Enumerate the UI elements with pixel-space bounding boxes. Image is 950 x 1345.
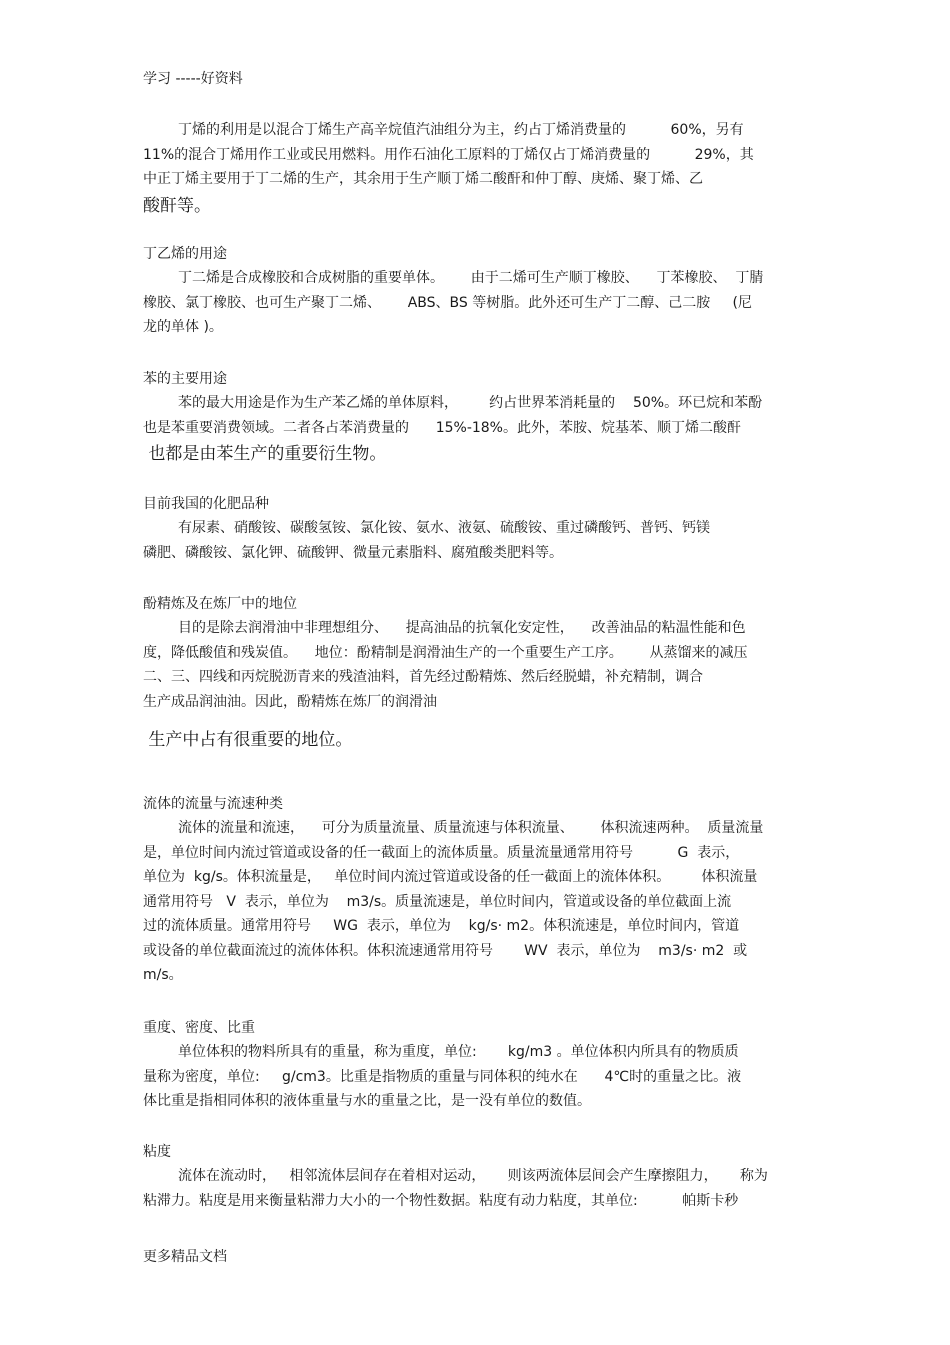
paragraph-line: 丁二烯是合成橡胶和合成树脂的重要单体。 由于二烯可生产顺丁橡胶、 丁苯橡胶、 丁腈 <box>178 270 764 286</box>
section-title: 苯的主要用途 <box>143 371 227 387</box>
page-header: 学习 -----好资料 <box>143 71 243 87</box>
paragraph-line: 通常用符号 V 表示，单位为 m3/s。质量流速是，单位时间内，管道或设备的单位截面上流 <box>143 893 732 910</box>
paragraph-line: 苯的最大用途是作为生产苯乙烯的单体原料， 约占世界苯消耗量的 50%。环已烷和苯酚 <box>178 395 763 411</box>
section-viscosity <box>143 1140 813 1213</box>
paragraph-line: 量称为密度，单位: g/cm3。比重是指物质的重量与同体积的纯水在 4℃时的重量之比。液 <box>143 1068 742 1085</box>
paragraph-line: 是，单位时间内流过管道或设备的任一截面上的流体质量。质量流量通常用符号 G 表示， <box>143 844 740 861</box>
paragraph-line: 也是苯重要消费领域。二者各占苯消费量的 15%-18%。此外，苯胺、烷基苯、顺丁烯二酸酐 <box>143 419 741 436</box>
section-title: 酚精炼及在炼厂中的地位 <box>143 596 297 612</box>
section-benzene <box>143 367 813 468</box>
paragraph-line: 有尿素、硝酸铵、碳酸氢铵、氯化铵、氨水、液氨、硫酸铵、重过磷酸钙、普钙、钙镁 <box>178 520 710 536</box>
paragraph-line: 生产中占有很重要的地位。 <box>143 730 353 750</box>
section-fertilizer <box>143 492 813 565</box>
section-title: 流体的流量与流速种类 <box>143 796 283 812</box>
section-butene <box>143 118 813 220</box>
paragraph-line: 也都是由苯生产的重要衍生物。 <box>143 444 387 464</box>
paragraph-line: 目的是除去润滑油中非理想组分、 提高油品的抗氧化安定性， 改善油品的粘温性能和色 <box>178 620 746 636</box>
paragraph-line: 单位为 kg/s。体积流量是， 单位时间内流过管道或设备的任一截面上的流体体积。 体积流量 <box>143 869 758 885</box>
section-phenol-refining <box>143 592 813 754</box>
paragraph-line: 中正丁烯主要用于丁二烯的生产，其余用于生产顺丁烯二酸酐和仲丁醇、庚烯、聚丁烯、乙 <box>143 171 703 187</box>
paragraph-line: 体比重是指相同体积的液体重量与水的重量之比，是一没有单位的数值。 <box>143 1093 591 1109</box>
paragraph-line: 过的流体质量。通常用符号 WG 表示，单位为 kg/s· m2。体积流速是，单位时间内，管道 <box>143 918 740 934</box>
paragraph-line: m/s。 <box>143 967 183 983</box>
paragraph-line: 磷肥、磷酸铵、氯化钾、硫酸钾、微量元素脂料、腐殖酸类肥料等。 <box>143 544 563 561</box>
section-title: 丁乙烯的用途 <box>143 246 227 262</box>
paragraph-line: 度，降低酸值和残炭值。 地位：酚精制是润滑油生产的一个重要生产工序。 从蒸馏来的减压 <box>143 644 748 661</box>
paragraph-line: 龙的单体 )。 <box>143 319 223 335</box>
paragraph-line: 生产成品润油油。因此，酚精炼在炼厂的润滑油 <box>143 693 437 710</box>
section-density <box>143 1016 813 1114</box>
paragraph-line: 或设备的单位截面流过的流体体积。体积流速通常用符号 WV 表示，单位为 m3/s· m2 或 <box>143 942 748 959</box>
section-title: 重度、密度、比重 <box>143 1020 255 1036</box>
section-title: 粘度 <box>143 1144 171 1160</box>
paragraph-line: 11%的混合丁烯用作工业或民用燃料。用作石油化工原料的丁烯仅占丁烯消费量的 29%，其 <box>143 146 754 163</box>
section-title: 目前我国的化肥品种 <box>143 496 269 512</box>
paragraph-line: 单位体积的物料所具有的重量，称为重度，单位: kg/m3 。单位体积内所具有的物质质 <box>178 1044 739 1060</box>
paragraph-line: 丁烯的利用是以混合丁烯生产高辛烷值汽油组分为主，约占丁烯消费量的 60%，另有 <box>178 122 744 138</box>
paragraph-line: 粘滞力。粘度是用来衡量粘滞力大小的一个物性数据。粘度有动力粘度，其单位: 帕斯卡秒 <box>143 1192 739 1209</box>
paragraph-line: 二、三、四线和丙烷脱沥青来的残渣油料，首先经过酚精炼、然后经脱蜡，补充精制，调合 <box>143 669 703 685</box>
paragraph-line: 流体在流动时， 相邻流体层间存在着相对运动， 则该两流体层间会产生摩擦阻力， 称为 <box>178 1168 768 1184</box>
paragraph-line: 流体的流量和流速， 可分为质量流量、质量流速与体积流量、 体积流速两种。 质量流量 <box>178 820 764 836</box>
section-butadiene <box>143 242 813 340</box>
page-footer: 更多精品文档 <box>143 1249 227 1265</box>
paragraph-line: 橡胶、氯丁橡胶、也可生产聚丁二烯、 ABS、BS 等树脂。此外还可生产丁二醇、己二胺 (尼 <box>143 294 752 311</box>
paragraph-line: 酸酐等。 <box>143 195 211 216</box>
section-fluid-flow <box>143 792 813 988</box>
